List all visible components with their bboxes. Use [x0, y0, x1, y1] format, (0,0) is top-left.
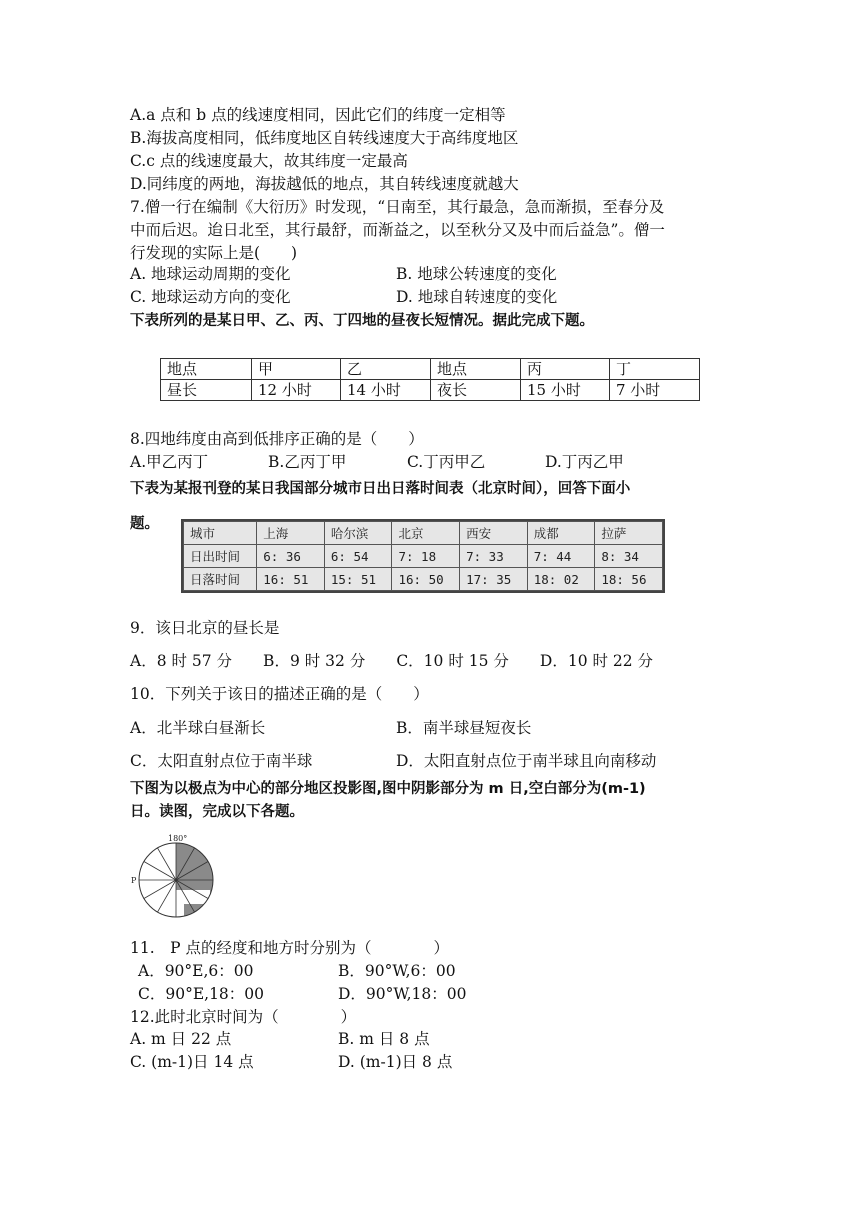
table-cell: 7: 33: [460, 545, 528, 568]
figure-label-p: P: [131, 876, 137, 885]
q9-stem: 9．该日北京的昼长是: [130, 619, 280, 637]
table-row: [184, 522, 663, 545]
table-cell: 16: 51: [257, 568, 325, 591]
table-cell: 12 小时: [252, 380, 341, 401]
q11-option-c: C．90°E,18：00: [138, 985, 265, 1003]
q12-option-b: B. m 日 8 点: [338, 1030, 430, 1048]
table-cell: 丁: [610, 359, 700, 380]
table-cell: 昼长: [161, 380, 252, 401]
table-cell: 成都: [527, 522, 595, 545]
table-cell: 7: 44: [527, 545, 595, 568]
table-cell: 日出时间: [184, 545, 257, 568]
q12-stem: 12.此时北京时间为（ ）: [130, 1008, 357, 1026]
q7-stem-line1: 7.僧一行在编制《大衍历》时发现，“日南至，其行最急，急而渐损，至春分及: [130, 198, 665, 216]
section-intro-sunrise-table: 下表为某报刊登的某日我国部分城市日出日落时间表（北京时间），回答下面小: [130, 481, 631, 497]
table-cell: 丙: [521, 359, 610, 380]
table-cell: 西安: [460, 522, 528, 545]
q10-option-d: D．太阳直射点位于南半球且向南移动: [396, 752, 657, 770]
q7-stem-line2: 中而后迟。迨日北至，其行最舒，而渐益之，以至秋分又及中而后益急”。僧一: [130, 221, 665, 239]
table-cell: 乙: [341, 359, 431, 380]
q10-stem: 10．下列关于该日的描述正确的是（ ）: [130, 685, 429, 703]
table-cell: 17: 35: [460, 568, 528, 591]
q7-stem-line3: 行发现的实际上是( ): [130, 244, 298, 262]
q6-option-a: A.a 点和 b 点的线速度相同，因此它们的纬度一定相等: [130, 106, 506, 124]
table-cell: 18: 02: [527, 568, 595, 591]
table-cell: 6: 36: [257, 545, 325, 568]
q6-option-b: B.海拔高度相同，低纬度地区自转线速度大于高纬度地区: [130, 129, 519, 147]
q7-option-c: C. 地球运动方向的变化: [130, 288, 291, 306]
sunrise-sunset-table: [181, 519, 665, 593]
q12-option-d: D. (m-1)日 8 点: [338, 1053, 453, 1071]
table-cell: 15 小时: [521, 380, 610, 401]
table-cell: 北京: [392, 522, 460, 545]
table-cell: 16: 50: [392, 568, 460, 591]
table-row: [184, 545, 663, 568]
q6-option-d: D.同纬度的两地，海拔越低的地点，其自转线速度就越大: [130, 175, 519, 193]
figure-label-180: 180°: [168, 834, 188, 843]
q7-option-d: D. 地球自转速度的变化: [396, 288, 558, 306]
table-row: [161, 359, 700, 380]
table-cell: 18: 56: [595, 568, 663, 591]
table-cell: 甲: [252, 359, 341, 380]
day-length-table: [160, 358, 700, 401]
q12-option-c: C. (m-1)日 14 点: [130, 1053, 254, 1071]
section-intro-day-length: 下表所列的是某日甲、乙、丙、丁四地的昼夜长短情况。据此完成下题。: [130, 313, 594, 329]
q11-stem: 11. P 点的经度和地方时分别为（ ）: [130, 939, 450, 957]
section-intro-polar-map-cont: 日。读图，完成以下各题。: [130, 804, 304, 820]
q9-options: A．8 时 57 分 B．9 时 32 分 C．10 时 15 分 D．10 时 22 分: [130, 652, 654, 670]
q7-option-b: B. 地球公转速度的变化: [396, 265, 557, 283]
polar-projection-figure: [128, 832, 224, 924]
table-cell: 7 小时: [610, 380, 700, 401]
table-cell: 7: 18: [392, 545, 460, 568]
section-intro-sunrise-table-cont: 题。: [130, 516, 159, 532]
q8-option-c: C.丁丙甲乙: [407, 453, 486, 471]
table-row: [161, 380, 700, 401]
q10-option-b: B．南半球昼短夜长: [396, 719, 532, 737]
table-cell: 14 小时: [341, 380, 431, 401]
table-cell: 日落时间: [184, 568, 257, 591]
table-cell: 15: 51: [324, 568, 392, 591]
q10-option-c: C．太阳直射点位于南半球: [130, 752, 313, 770]
q8-option-a: A.甲乙丙丁: [130, 453, 209, 471]
q11-option-b: B．90°W,6：00: [338, 962, 456, 980]
table-cell: 地点: [431, 359, 521, 380]
table-row: [184, 568, 663, 591]
q11-option-d: D．90°W,18：00: [338, 985, 467, 1003]
table-cell: 夜长: [431, 380, 521, 401]
q11-option-a: A．90°E,6：00: [138, 962, 254, 980]
table-cell: 城市: [184, 522, 257, 545]
q10-option-a: A．北半球白昼渐长: [130, 719, 266, 737]
q7-option-a: A. 地球运动周期的变化: [130, 265, 291, 283]
section-intro-polar-map: 下图为以极点为中心的部分地区投影图,图中阴影部分为 m 日,空白部分为(m-1): [130, 781, 646, 797]
table-cell: 上海: [257, 522, 325, 545]
q6-option-c: C.c 点的线速度最大，故其纬度一定最高: [130, 152, 408, 170]
q8-option-d: D.丁丙乙甲: [545, 453, 624, 471]
table-cell: 拉萨: [595, 522, 663, 545]
table-cell: 哈尔滨: [324, 522, 392, 545]
table-cell: 6: 54: [324, 545, 392, 568]
q12-option-a: A. m 日 22 点: [130, 1030, 232, 1048]
q8-option-b: B.乙丙丁甲: [268, 453, 347, 471]
table-cell: 8: 34: [595, 545, 663, 568]
table-cell: 地点: [161, 359, 252, 380]
q8-stem: 8.四地纬度由高到低排序正确的是（ ）: [130, 430, 424, 448]
